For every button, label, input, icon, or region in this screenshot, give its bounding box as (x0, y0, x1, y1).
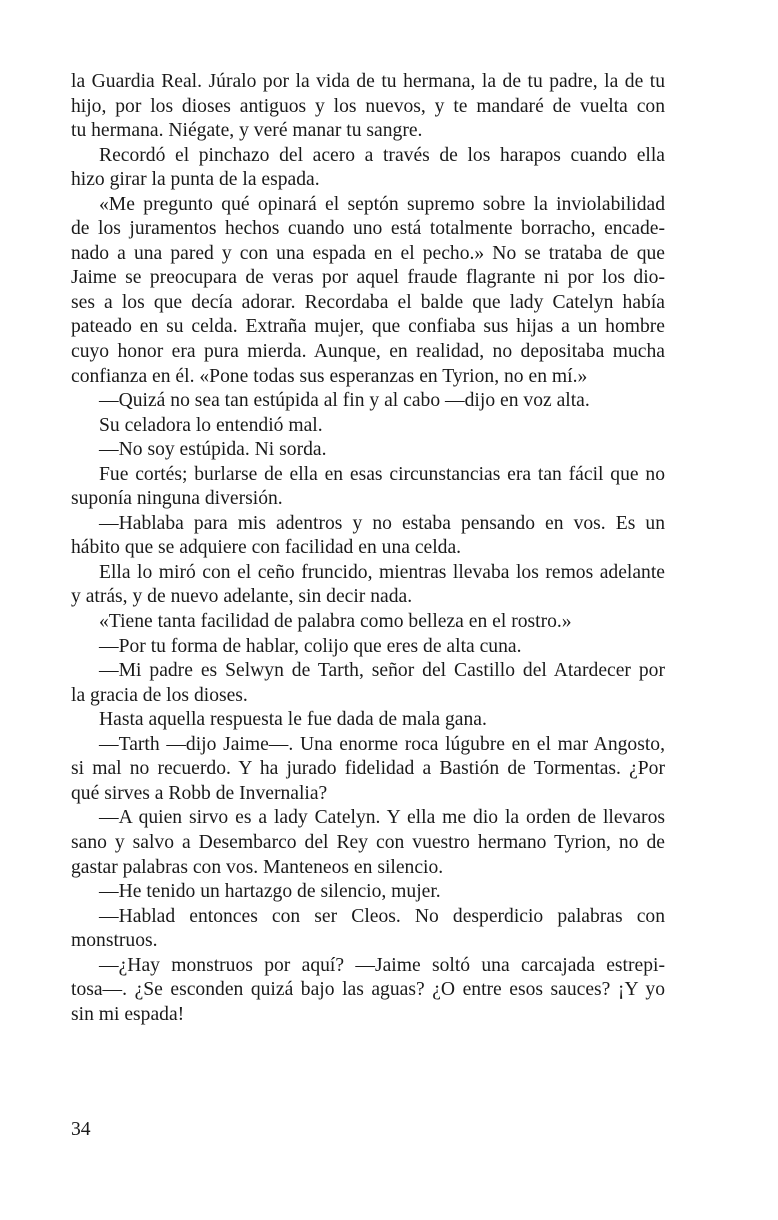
text-line: —Mi padre es Selwyn de Tarth, señor del Castillo del Atardecer por (99, 660, 665, 682)
text-line: ses a los que decía adorar. Recordaba el balde que lady Catelyn había (71, 291, 665, 313)
paragraph (71, 905, 665, 954)
text-line: hábito que se adquiere con facilidad en una celda. (71, 537, 462, 559)
text-line: Ella lo miró con el ceño fruncido, mientras llevaba los remos adelante (99, 561, 665, 583)
body-text (71, 70, 665, 1027)
text-line: sano y salvo a Desembarco del Rey con vuestro hermano Tyrion, no de (71, 831, 665, 853)
paragraph (71, 635, 665, 660)
text-line: suponía ninguna diversión. (71, 488, 283, 510)
text-line: monstruos. (71, 930, 158, 952)
text-line: gastar palabras con vos. Manteneos en silencio. (71, 856, 444, 878)
text-line: tosa—. ¿Se esconden quizá bajo las aguas? ¿O entre esos sauces? ¡Y yo (71, 979, 665, 1001)
text-line: Su celadora lo entendió mal. (99, 414, 323, 436)
text-line: —Quizá no sea tan estúpida al fin y al cabo —dijo en voz alta. (99, 390, 590, 412)
paragraph (71, 512, 665, 561)
paragraph (71, 70, 665, 144)
text-line: y atrás, y de nuevo adelante, sin decir nada. (71, 586, 413, 608)
text-line: cuyo honor era pura mierda. Aunque, en realidad, no depositaba mucha (71, 341, 665, 363)
text-line: —Tarth —dijo Jaime—. Una enorme roca lúgubre en el mar Angosto, (99, 733, 665, 755)
text-line: hizo girar la punta de la espada. (71, 169, 320, 191)
text-line: Recordó el pinchazo del acero a través de los harapos cuando ella (99, 144, 665, 166)
paragraph (71, 414, 665, 439)
paragraph (71, 561, 665, 610)
paragraph (71, 733, 665, 807)
paragraph (71, 463, 665, 512)
paragraph (71, 708, 665, 733)
paragraph (71, 880, 665, 905)
text-line: nado a una pared y con una espada en el pecho.» No se trataba de que (71, 242, 665, 264)
text-line: de los juramentos hechos cuando uno está totalmente borracho, encade- (71, 218, 665, 240)
text-line: tu hermana. Niégate, y veré manar tu sangre. (71, 120, 423, 142)
paragraph (71, 954, 665, 1028)
text-line: —No soy estúpida. Ni sorda. (99, 439, 327, 461)
paragraph (71, 438, 665, 463)
text-line: la Guardia Real. Júralo por la vida de tu hermana, la de tu padre, la de tu (71, 71, 665, 92)
text-line: —¿Hay monstruos por aquí? —Jaime soltó una carcajada estrepi- (99, 954, 665, 976)
text-line: la gracia de los dioses. (71, 684, 248, 706)
text-line: —A quien sirvo es a lady Catelyn. Y ella me dio la orden de llevaros (99, 807, 665, 829)
text-line: Hasta aquella respuesta le fue dada de mala gana. (99, 709, 487, 731)
paragraph (71, 193, 665, 389)
text-line: —Hablaba para mis adentros y no estaba pensando en vos. Es un (99, 512, 665, 534)
text-line: si mal no recuerdo. Y ha jurado fidelidad a Bastión de Tormentas. ¿Por (71, 758, 665, 780)
paragraph (71, 610, 665, 635)
page-number: 34 (71, 1119, 91, 1140)
text-line: —He tenido un hartazgo de silencio, mujer. (99, 881, 441, 903)
text-line: Jaime se preocupara de veras por aquel fraude flagrante ni por los dio- (71, 267, 665, 289)
text-line: confianza en él. «Pone todas sus esperanzas en Tyrion, no en mí.» (71, 365, 588, 387)
paragraph (71, 389, 665, 414)
text-line: —Hablad entonces con ser Cleos. No desperdicio palabras con (99, 905, 665, 927)
text-line: «Tiene tanta facilidad de palabra como belleza en el rostro.» (99, 611, 572, 633)
text-line: sin mi espada! (71, 1003, 185, 1025)
text-line: «Me pregunto qué opinará el septón supremo sobre la inviolabilidad (99, 193, 665, 215)
text-line: —Por tu forma de hablar, colijo que eres de alta cuna. (99, 635, 522, 657)
text-line: qué sirves a Robb de Invernalia? (71, 782, 328, 804)
paragraph (71, 659, 665, 708)
paragraph (71, 806, 665, 880)
text-line: pateado en su celda. Extraña mujer, que confiaba sus hijas a un hombre (71, 316, 665, 338)
paragraph (71, 144, 665, 193)
text-line: hijo, por los dioses antiguos y los nuevos, y te mandaré de vuelta con (71, 95, 665, 117)
text-line: Fue cortés; burlarse de ella en esas circunstancias era tan fácil que no (99, 463, 665, 485)
